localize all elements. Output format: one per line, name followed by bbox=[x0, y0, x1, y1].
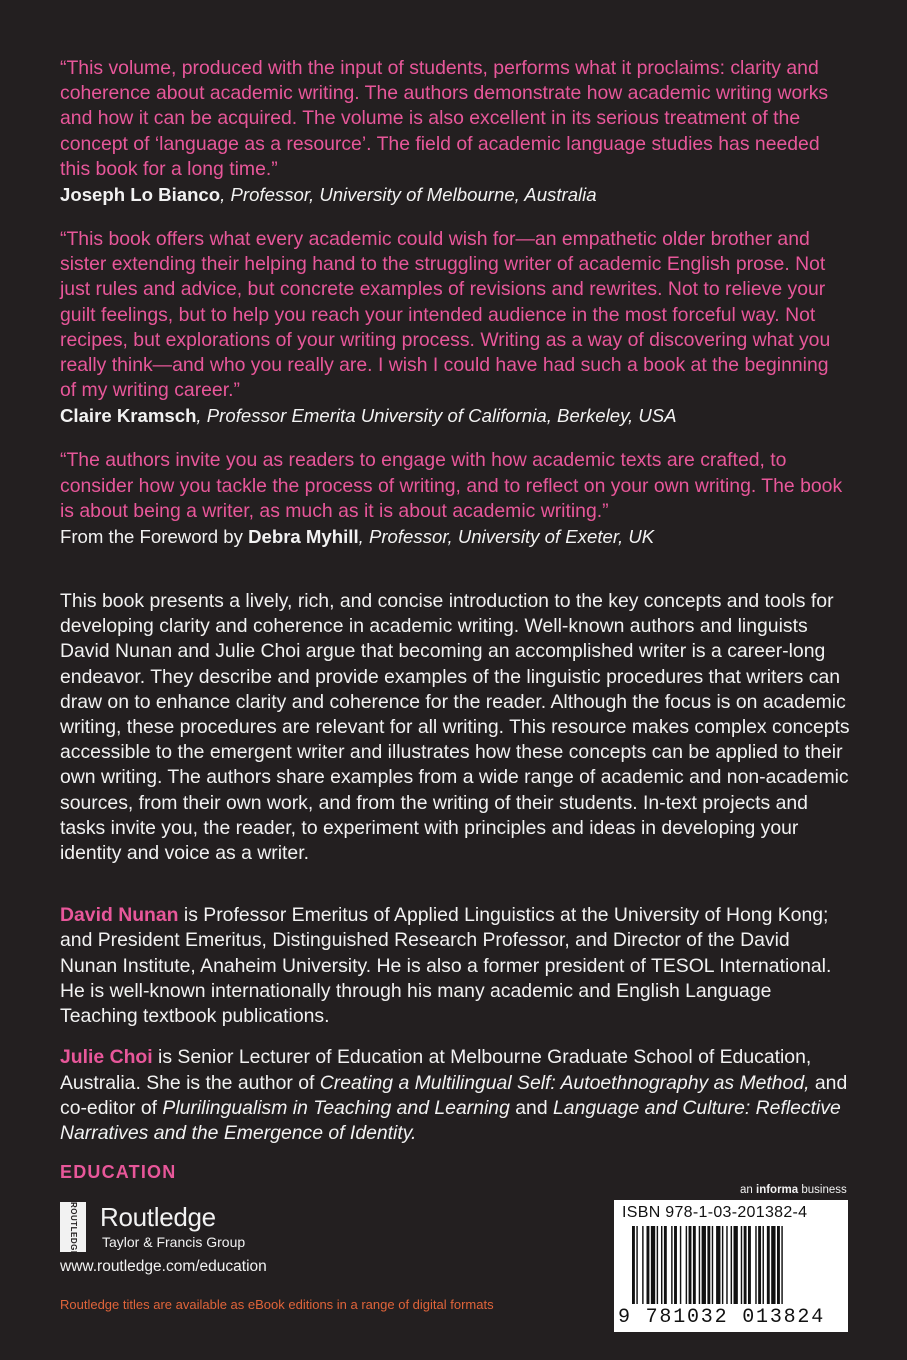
book-description: This book presents a lively, rich, and concise introduction to the key concepts and tools for developing clarity and coherence in academic writing. Well-known authors and linguists David Nunan and Julie Choi argue that becoming an accomplished writer is a career-long endeavor. They describe and provide examples of the linguistic procedures that writers can draw on to enhance clarity and coherence for the reader. Although the focus is on academic writing, these procedures are relevant for all writing. This resource makes complex concepts accessible to the emergent writer and illustrates how these concepts can be applied to their own writing. The authors share examples from a wide range of academic and non-academic sources, from their own work, and from the writing of their students. In-text projects and tasks invite you, the reader, to experiment with principles and ideas in developing your identity and voice as a writer. bbox=[60, 590, 850, 865]
publisher-group: Taylor & Francis Group bbox=[102, 1234, 246, 1250]
back-cover-content bbox=[60, 56, 850, 1146]
barcode-bar bbox=[699, 1226, 700, 1304]
barcode-bar bbox=[726, 1226, 727, 1304]
endorser-affiliation: , Professor, University of Melbourne, Australia bbox=[220, 184, 597, 206]
author-bio-text: and co-editor of bbox=[60, 1071, 848, 1119]
endorsement-quote: “This volume, produced with the input of students, performs what it proclaims: clarity and coherence about academic writing. The authors demonstrate how academic writing works and how it can be acquired. The volume is also excellent in its serious treatment of the concept of ‘language as a resource’. The field of academic language studies has needed this book for a long time.” bbox=[60, 57, 829, 180]
barcode-bar bbox=[671, 1226, 672, 1304]
barcode-bar bbox=[657, 1226, 658, 1304]
barcode-bar bbox=[758, 1226, 761, 1304]
endorsement-attribution bbox=[60, 182, 850, 207]
barcode-bar bbox=[693, 1226, 696, 1304]
endorsement-attribution bbox=[60, 524, 850, 549]
endorsement-quote: “This book offers what every academic could wish for—an empathetic older brother and sister extending their helping hand to the struggling writer of academic English prose. Not just rules and advice, but concrete examples of revisions and rewrites. Not to relieve your guilt feelings, but to help you reach your intended audience in the most forceful way. Not recipes, but explorations of your writing process. Writing as a way of discovering what you really think—and who you really are. I wish I could have had such a book at the beginning of my writing career.” bbox=[60, 228, 831, 402]
barcode-bar bbox=[686, 1226, 687, 1304]
barcode-bar bbox=[689, 1226, 692, 1304]
endorser-affiliation: , Professor, University of Exeter, UK bbox=[358, 526, 655, 548]
isbn-number: ISBN 978-1-03-201382-4 bbox=[622, 1204, 808, 1221]
author-bio bbox=[60, 903, 850, 1029]
barcode-bar bbox=[722, 1226, 723, 1304]
barcode-bar bbox=[767, 1226, 770, 1304]
barcode-bar bbox=[642, 1226, 643, 1304]
endorser-name: Debra Myhill bbox=[248, 526, 359, 548]
author-bio bbox=[60, 1045, 850, 1146]
attribution-prefix: From the Foreword by bbox=[60, 526, 249, 548]
routledge-logo-icon: ROUTLEDGE bbox=[60, 1202, 86, 1252]
barcode-bar bbox=[702, 1226, 706, 1304]
barcode-bar bbox=[647, 1226, 650, 1304]
barcode-bar bbox=[763, 1226, 764, 1304]
author-bio-text: and bbox=[509, 1096, 553, 1119]
barcode-bar bbox=[632, 1226, 635, 1304]
author-name: Julie Choi bbox=[60, 1046, 153, 1069]
barcode-bar bbox=[771, 1226, 775, 1304]
barcode-bar bbox=[712, 1226, 713, 1304]
barcode-bar bbox=[741, 1226, 742, 1304]
endorsement-quote: “The authors invite you as readers to engage with how academic texts are crafted, to consider how you tackle the process of writing, and to reflect on your own writing. The book is about being a writer, as much as it is about academic writing.” bbox=[60, 449, 843, 522]
endorser-name: Claire Kramsch bbox=[60, 405, 197, 427]
endorser-name: Joseph Lo Bianco bbox=[60, 184, 221, 206]
barcode-bar bbox=[734, 1226, 738, 1304]
barcode-bar bbox=[744, 1226, 747, 1304]
informa-business-tag: an informa business bbox=[740, 1184, 847, 1196]
barcode-bar bbox=[636, 1226, 637, 1304]
ean-number: 9 781032 013824 bbox=[618, 1306, 826, 1329]
author-name: David Nunan bbox=[60, 904, 179, 927]
book-title: Plurilingualism in Teaching and Learning bbox=[162, 1096, 510, 1119]
barcode-bar bbox=[651, 1226, 655, 1304]
subject-category: EDUCATION bbox=[60, 1162, 177, 1182]
isbn-barcode bbox=[614, 1200, 848, 1332]
barcode-bar bbox=[664, 1226, 667, 1304]
author-bio-text: is Senior Lecturer of Education at Melbourne Graduate School of Education, Australia. She is the author of bbox=[60, 1046, 812, 1094]
endorsement-attribution bbox=[60, 403, 850, 428]
author-bio-text: is Professor Emeritus of Applied Linguistics at the University of Hong Kong; and President Emeritus, Distinguished Research Professor, and Director of the David Nunan Institute, Anaheim University. He is also a former president of TESOL International. He is well-known internationally through his many academic and English Language Teaching textbook publications. bbox=[60, 904, 832, 1028]
publisher-name: Routledge bbox=[100, 1202, 216, 1232]
barcode-bar bbox=[777, 1226, 780, 1304]
barcode-bar bbox=[755, 1226, 756, 1304]
endorser-affiliation: , Professor Emerita University of California, Berkeley, USA bbox=[196, 405, 677, 427]
barcode-bars bbox=[632, 1226, 832, 1306]
publisher-logo bbox=[60, 1200, 300, 1256]
barcode-bar bbox=[716, 1226, 720, 1304]
book-title: Language and Culture: Reflective Narratives and the Emergence of Identity. bbox=[60, 1096, 841, 1144]
barcode-bar bbox=[748, 1226, 751, 1304]
barcode-bar bbox=[661, 1226, 662, 1304]
barcode-bar bbox=[781, 1226, 782, 1304]
barcode-bar bbox=[680, 1226, 681, 1304]
ebook-note: Routledge titles are available as eBook editions in a range of digital formats bbox=[60, 1297, 494, 1312]
barcode-bar bbox=[731, 1226, 732, 1304]
barcode-bar bbox=[707, 1226, 710, 1304]
book-title: Creating a Multilingual Self: Autoethnography as Method, bbox=[319, 1071, 810, 1094]
barcode-bar bbox=[674, 1226, 677, 1304]
publisher-website: www.routledge.com/education bbox=[60, 1258, 267, 1275]
